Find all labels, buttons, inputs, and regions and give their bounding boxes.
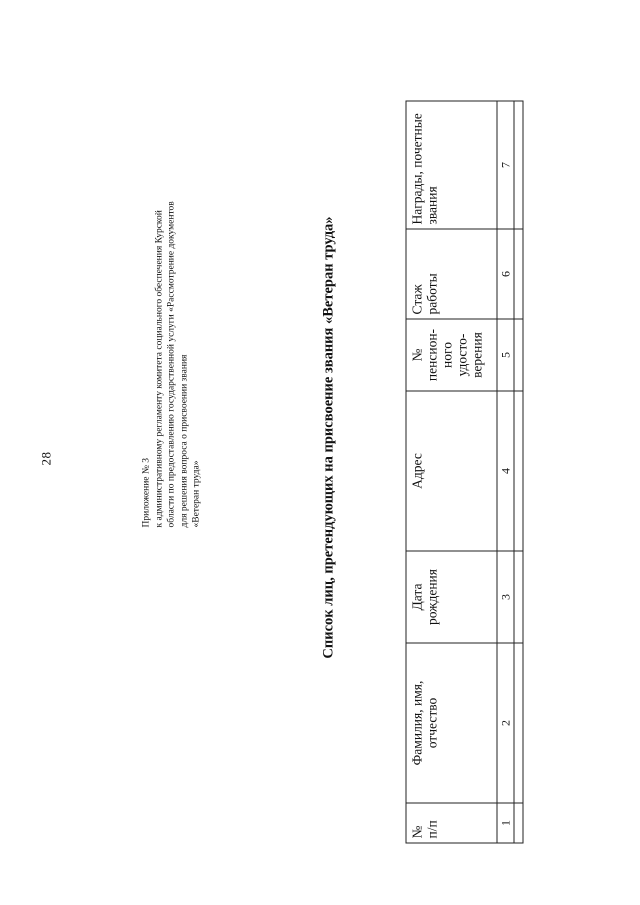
header-number: № п/п — [406, 803, 497, 843]
empty-cell — [514, 551, 523, 643]
empty-cell — [514, 101, 523, 229]
table-empty-row — [514, 101, 523, 843]
candidates-table — [405, 100, 523, 843]
appendix-line-5: «Ветеран труда» — [191, 460, 202, 527]
header-birth-date: Дата рождения — [406, 551, 497, 643]
column-number-7: 7 — [497, 101, 514, 229]
appendix-line-3: области по предоставлению государственной услуги «Рассмотрение документов — [166, 200, 177, 527]
header-work-experience: Стаж работы — [406, 229, 497, 319]
empty-cell — [514, 391, 523, 551]
column-number-4: 4 — [497, 391, 514, 551]
appendix-line-2: к административному регламенту комитета социального обеспечения Курской — [153, 209, 164, 527]
header-pension-certificate: № пенсион- ного удосто- верения — [406, 319, 497, 391]
column-number-2: 2 — [497, 643, 514, 803]
appendix-note — [140, 107, 203, 527]
empty-cell — [514, 319, 523, 391]
column-number-3: 3 — [497, 551, 514, 643]
appendix-line-1: Приложение № 3 — [141, 457, 151, 527]
empty-cell — [514, 229, 523, 319]
header-full-name: Фамилия, имя, отчество — [406, 643, 497, 803]
appendix-line-4: для решения вопроса о присвоении звания — [178, 354, 189, 527]
table-column-numbers-row — [497, 101, 514, 843]
header-address: Адрес — [406, 391, 497, 551]
column-number-1: 1 — [497, 803, 514, 843]
empty-cell — [514, 803, 523, 843]
document-title: Список лиц, претендующих на присвоение звания «Ветеран труда» — [320, 215, 336, 659]
page-number: 28 — [38, 451, 53, 465]
empty-cell — [514, 643, 523, 803]
column-number-6: 6 — [497, 229, 514, 319]
column-number-5: 5 — [497, 319, 514, 391]
table-header-row — [406, 101, 497, 843]
header-awards: Награды, почетные звания — [406, 101, 497, 229]
